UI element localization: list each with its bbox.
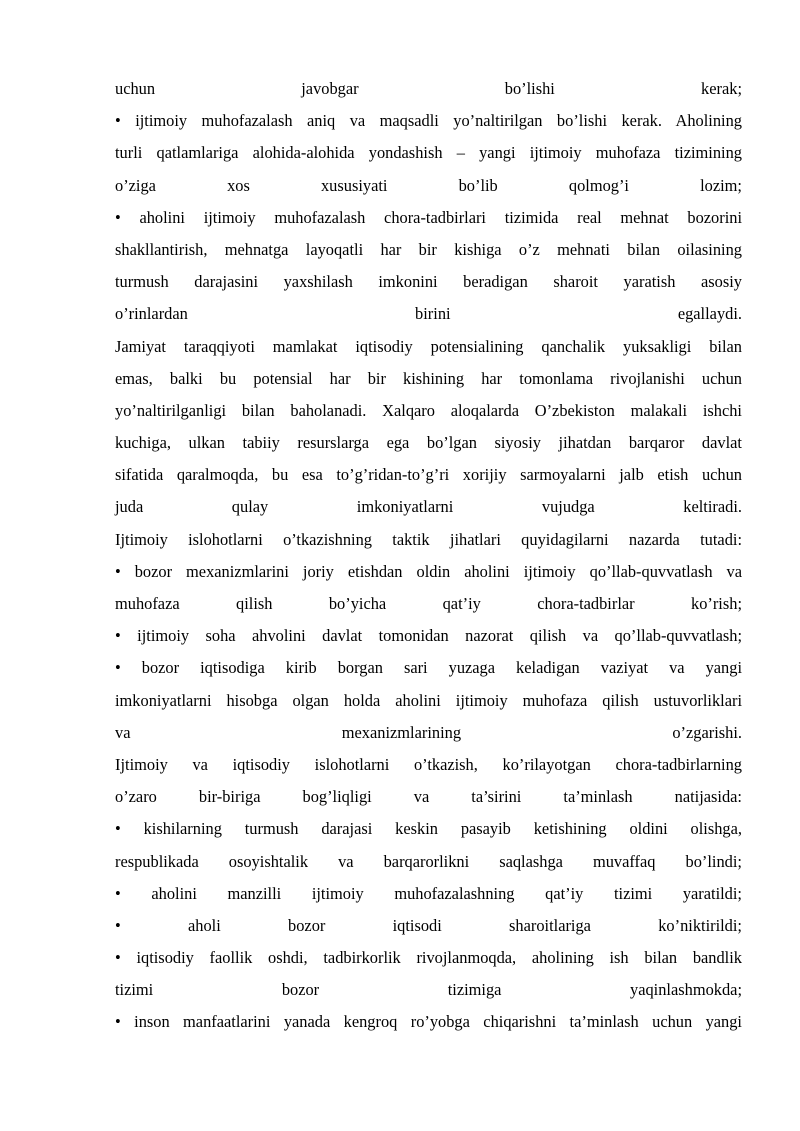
- text-line: tizimi bozor tizimiga yaqinlashmokda;: [115, 980, 742, 1000]
- text-line: yo’naltirilganligi bilan baholanadi. Xalqaro aloqalarda O’zbekiston malakali ishchi: [115, 400, 742, 420]
- text-line: turmush darajasini yaxshilash imkonini beradigan sharoit yaratish asosiy: [115, 272, 742, 292]
- text-line: turli qatlamlariga alohida-alohida yondashish – yangi ijtimoiy muhofaza tizimining: [115, 143, 742, 163]
- text-line: Jamiyat taraqqiyoti mamlakat iqtisodiy potensialining qanchalik yuksakligi bilan: [115, 336, 742, 356]
- text-line: muhofaza qilish bo’yicha qat’iy chora-tadbirlar ko’rish;: [115, 594, 742, 613]
- text-line: • bozor iqtisodiga kirib borgan sari yuzaga keladigan vaziyat va yangi: [115, 658, 742, 678]
- text-line: kuchiga, ulkan tabiiy resurslarga ega bo’lgan siyosiy jihatdan barqaror davlat: [115, 433, 742, 453]
- text-line: • inson manfaatlarini yanada kengroq ro’yobga chiqarishni ta’minlash uchun yangi: [115, 1012, 742, 1032]
- text-line: • aholini ijtimoiy muhofazalash chora-tadbirlari tizimida real mehnat bozorini: [115, 207, 742, 227]
- text-line: • bozor mexanizmlarini joriy etishdan oldin aholini ijtimoiy qo’llab-quvvatlash va: [115, 561, 742, 581]
- text-line: juda qulay imkoniyatlarni vujudga keltiradi.: [115, 497, 742, 517]
- text-line: • ijtimoiy soha ahvolini davlat tomonidan nazorat qilish va qo’llab-quvvatlash;: [115, 626, 742, 646]
- text-line: • aholi bozor iqtisodi sharoitlariga ko’niktirildi;: [115, 915, 742, 935]
- text-line: respublikada osoyishtalik va barqarorlikni saqlashga muvaffaq bo’lindi;: [115, 851, 742, 871]
- text-line: imkoniyatlarni hisobga olgan holda aholini ijtimoiy muhofaza qilish ustuvorliklari: [115, 690, 742, 710]
- text-line: o’ziga xos xususiyati bo’lib qolmog’i lozim;: [115, 175, 742, 195]
- text-line: o’rinlardan birini egallaydi.: [115, 304, 742, 324]
- text-line: • kishilarning turmush darajasi keskin pasayib ketishining oldini olishga,: [115, 819, 742, 839]
- text-line: Ijtimoiy islohotlarni o’tkazishning taktik jihatlari quyidagilarni nazarda tutadi:: [115, 529, 742, 549]
- text-line: • ijtimoiy muhofazalash aniq va maqsadli yo’naltirilgan bo’lishi kerak. Aholining: [115, 111, 742, 131]
- text-line: • aholini manzilli ijtimoiy muhofazalashning qat’iy tizimi yaratildi;: [115, 883, 742, 903]
- text-line: uchun javobgar bo’lishi kerak;: [115, 79, 742, 98]
- document-page: [115, 73, 742, 1039]
- text-line: o’zaro bir-biriga bog’liqligi va ta’sirini ta’minlash natijasida:: [115, 787, 742, 807]
- text-line: sifatida qaralmoqda, bu esa to’g’ridan-to’g’ri xorijiy sarmoyalarni jalb etish uchun: [115, 465, 742, 485]
- text-line: shakllantirish, mehnatga layoqatli har bir kishiga o’z mehnati bilan oilasining: [115, 239, 742, 259]
- text-line: emas, balki bu potensial har bir kishining har tomonlama rivojlanishi uchun: [115, 368, 742, 388]
- text-line: • iqtisodiy faollik oshdi, tadbirkorlik rivojlanmoqda, aholining ish bilan bandlik: [115, 948, 742, 968]
- text-line: va mexanizmlarining o’zgarishi.: [115, 722, 742, 742]
- text-line: Ijtimoiy va iqtisodiy islohotlarni o’tkazish, ko’rilayotgan chora-tadbirlarning: [115, 754, 742, 774]
